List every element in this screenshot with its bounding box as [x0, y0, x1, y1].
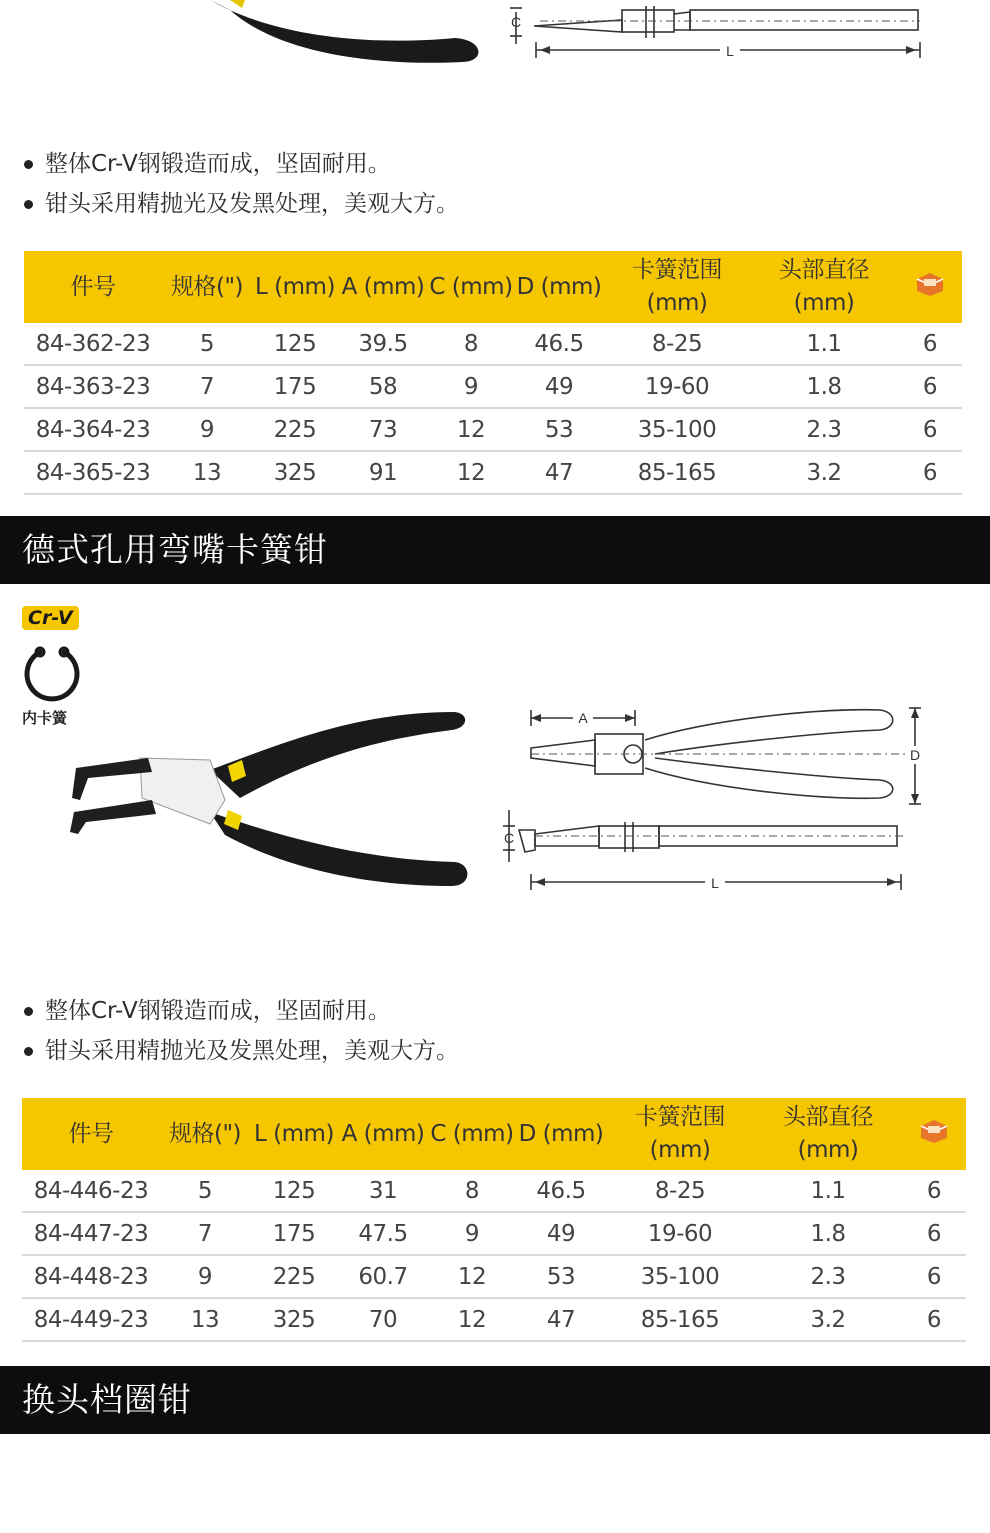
cell: 8 [428, 1170, 516, 1212]
cell: 8-25 [606, 1170, 754, 1212]
cell: 12 [428, 408, 514, 451]
cell: 49 [514, 365, 604, 408]
bullet-icon [24, 1047, 33, 1056]
spec-table-2 [22, 1098, 966, 1342]
section-title-bar: 换头档圈钳 [0, 1366, 990, 1434]
dim-label-l: L [726, 43, 734, 59]
feature-text: 钳头采用精抛光及发黑处理，美观大方。 [45, 191, 459, 217]
cell: 6 [898, 323, 962, 365]
cell: 6 [902, 1212, 966, 1255]
table-row [24, 451, 962, 494]
internal-circlip-icon [22, 644, 82, 704]
col-header-c: C (mm) [428, 1098, 516, 1170]
cell: 1.1 [750, 323, 898, 365]
cell: 5 [162, 323, 252, 365]
feature-text: 钳头采用精抛光及发黑处理，美观大方。 [45, 1038, 459, 1064]
cell: 6 [898, 451, 962, 494]
cell: 12 [428, 451, 514, 494]
cell: 47.5 [338, 1212, 428, 1255]
feature-item [24, 1031, 459, 1071]
cell: 84-448-23 [22, 1255, 160, 1298]
cell: 84-446-23 [22, 1170, 160, 1212]
cell: 175 [252, 365, 338, 408]
box-qty-icon [898, 251, 962, 323]
cell: 7 [162, 365, 252, 408]
cell: 46.5 [514, 323, 604, 365]
cell: 6 [902, 1298, 966, 1341]
cell: 19-60 [606, 1212, 754, 1255]
cell: 8-25 [604, 323, 750, 365]
spec-table-1 [24, 251, 962, 495]
cell: 84-449-23 [22, 1298, 160, 1341]
cell: 19-60 [604, 365, 750, 408]
cell: 53 [516, 1255, 606, 1298]
cell: 85-165 [606, 1298, 754, 1341]
cell: 91 [338, 451, 428, 494]
table-row [24, 323, 962, 365]
cell: 35-100 [604, 408, 750, 451]
cell: 1.1 [754, 1170, 902, 1212]
feature-text: 整体Cr-V钢锻造而成，坚固耐用。 [45, 151, 391, 177]
dim-label-l: L [711, 875, 719, 891]
cell: 84-447-23 [22, 1212, 160, 1255]
cell: 84-364-23 [24, 408, 162, 451]
cell: 31 [338, 1170, 428, 1212]
box-qty-icon [902, 1098, 966, 1170]
cell: 6 [898, 408, 962, 451]
cell: 47 [514, 451, 604, 494]
cell: 175 [250, 1212, 338, 1255]
cell: 8 [428, 323, 514, 365]
cell: 58 [338, 365, 428, 408]
cell: 49 [516, 1212, 606, 1255]
col-header-d: D (mm) [516, 1098, 606, 1170]
cell: 70 [338, 1298, 428, 1341]
col-header-part-no: 件号 [24, 251, 162, 323]
cell: 2.3 [754, 1255, 902, 1298]
pliers-photo-top [200, 0, 490, 70]
cell: 5 [160, 1170, 250, 1212]
table-header-row [24, 251, 962, 323]
cell: 53 [514, 408, 604, 451]
cell: 9 [160, 1255, 250, 1298]
feature-item [24, 144, 459, 184]
cell: 9 [428, 1212, 516, 1255]
cell: 35-100 [606, 1255, 754, 1298]
table-row [24, 408, 962, 451]
cell: 60.7 [338, 1255, 428, 1298]
col-header-c: C (mm) [428, 251, 514, 323]
cell: 2.3 [750, 408, 898, 451]
cell: 6 [902, 1255, 966, 1298]
cell: 13 [160, 1298, 250, 1341]
cell: 125 [250, 1170, 338, 1212]
col-header-size: 规格(") [162, 251, 252, 323]
cell: 39.5 [338, 323, 428, 365]
cell: 84-362-23 [24, 323, 162, 365]
cell: 84-363-23 [24, 365, 162, 408]
cell: 85-165 [604, 451, 750, 494]
cell: 9 [428, 365, 514, 408]
col-header-ring-range: 卡簧范围 (mm) [606, 1098, 754, 1170]
feature-item [24, 184, 459, 224]
cell: 47 [516, 1298, 606, 1341]
technical-drawing-top [500, 0, 940, 70]
technical-drawing [495, 700, 935, 900]
dim-label-c: C [510, 14, 522, 30]
cell: 6 [898, 365, 962, 408]
col-header-a: A (mm) [338, 251, 428, 323]
table-row [22, 1212, 966, 1255]
col-header-tip-diameter: 头部直径 (mm) [750, 251, 898, 323]
col-header-l: L (mm) [252, 251, 338, 323]
dim-label-a: A [578, 710, 588, 726]
feature-list-2 [24, 991, 459, 1071]
cell: 46.5 [516, 1170, 606, 1212]
bullet-icon [24, 200, 33, 209]
dim-label-c: C [503, 830, 515, 846]
table-row [22, 1298, 966, 1341]
feature-text: 整体Cr-V钢锻造而成，坚固耐用。 [45, 998, 391, 1024]
cell: 12 [428, 1298, 516, 1341]
cell: 125 [252, 323, 338, 365]
cell: 12 [428, 1255, 516, 1298]
cell: 3.2 [754, 1298, 902, 1341]
cell: 9 [162, 408, 252, 451]
cell: 1.8 [750, 365, 898, 408]
col-header-part-no: 件号 [22, 1098, 160, 1170]
section-title-bar: 德式孔用弯嘴卡簧钳 [0, 516, 990, 584]
col-header-a: A (mm) [338, 1098, 428, 1170]
feature-list-1 [24, 144, 459, 224]
cell: 225 [252, 408, 338, 451]
table-row [22, 1170, 966, 1212]
bullet-icon [24, 1007, 33, 1016]
col-header-tip-diameter: 头部直径 (mm) [754, 1098, 902, 1170]
cell: 3.2 [750, 451, 898, 494]
col-header-ring-range: 卡簧范围 (mm) [604, 251, 750, 323]
cell: 6 [902, 1170, 966, 1212]
table-header-row [22, 1098, 966, 1170]
table-row [24, 365, 962, 408]
cell: 225 [250, 1255, 338, 1298]
dim-label-d: D [909, 747, 921, 763]
bent-nose-pliers-photo [60, 700, 480, 900]
cell: 1.8 [754, 1212, 902, 1255]
cell: 73 [338, 408, 428, 451]
bullet-icon [24, 160, 33, 169]
table-row [22, 1255, 966, 1298]
cell: 325 [250, 1298, 338, 1341]
cell: 325 [252, 451, 338, 494]
cr-v-badge: Cr-V [22, 606, 79, 630]
col-header-size: 规格(") [160, 1098, 250, 1170]
cell: 13 [162, 451, 252, 494]
ring-label: 内卡簧 [22, 709, 68, 727]
cell: 7 [160, 1212, 250, 1255]
col-header-l: L (mm) [250, 1098, 338, 1170]
cell: 84-365-23 [24, 451, 162, 494]
feature-item [24, 991, 459, 1031]
col-header-d: D (mm) [514, 251, 604, 323]
